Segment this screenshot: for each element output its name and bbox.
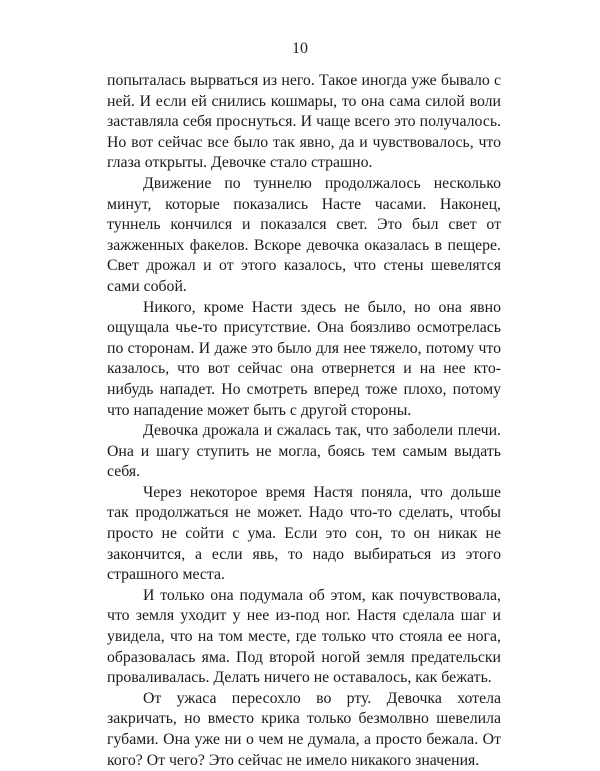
paragraph: Девочка дрожала и сжалась так, что заболели плечи. Она и шагу ступить не могла, боясь тем самым выдать себя. bbox=[107, 422, 501, 481]
body-text bbox=[107, 71, 501, 771]
page-number: 10 bbox=[292, 40, 308, 57]
paragraph: И только она подумала об этом, как почувствовала, что земля уходит у нее из-под ног. Настя сделала шаг и увидела, что на том месте, где только что стояла ее нога, образовалась яма. Под второй ногой земля предательски проваливалась. Делать ничего не оставалось, как бежать. bbox=[107, 586, 501, 687]
paragraph: Движение по туннелю продолжалось несколько минут, которые показались Насте часами. Наконец, туннель кончился и показался свет. Это был свет от зажженных факелов. Вскоре девочка оказалась в пещере. Свет дрожал и от этого казалось, что стены шевелятся сами собой. bbox=[107, 174, 501, 295]
paragraph: Никого, кроме Насти здесь не было, но она явно ощущала чье-то присутствие. Она боязливо осмотрелась по сторонам. И даже это было для нее тяжело, потому что казалось, что вот сейчас она отвернется и на нее кто-нибудь нападет. Но смотреть вперед тоже плохо, потому что нападение может быть с другой стороны. bbox=[107, 298, 501, 419]
paragraph: От ужаса пересохло во рту. Девочка хотела закричать, но вместо крика только безмолвно шевелила губами. Она уже ни о чем не думала, а просто бежала. От кого? От чего? Это сейчас не имело никакого значения. bbox=[107, 689, 501, 769]
paragraph: попыталась вырваться из него. Такое иногда уже бывало с ней. И если ей снились кошмары, то она сама силой воли заставляла себя проснуться. И чаще всего это получалось. Но вот сейчас все было так явно, да и чувствовалось, что глаза открыты. Девочке стало страшно. bbox=[107, 72, 501, 172]
paragraph: Через некоторое время Настя поняла, что дольше так продолжаться не может. Надо что-то сделать, чтобы просто не сойти с ума. Если это сон, то он никак не закончится, а если явь, то надо выбираться из этого страшного места. bbox=[107, 483, 501, 584]
